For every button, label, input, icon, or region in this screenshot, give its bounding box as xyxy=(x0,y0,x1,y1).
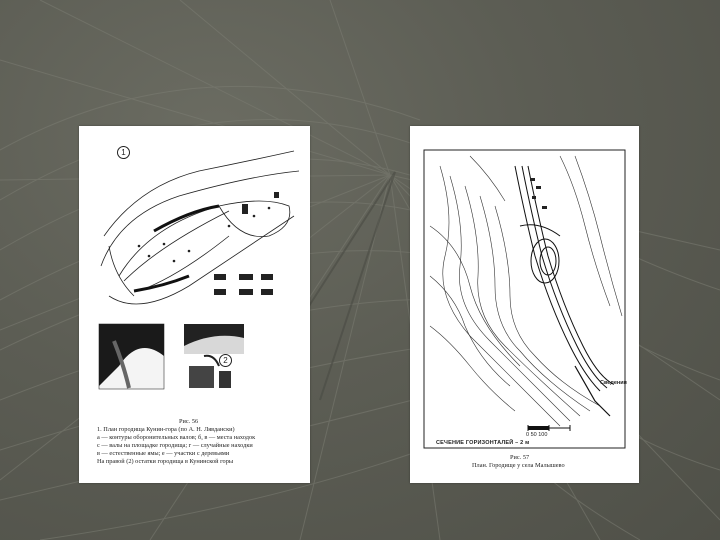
contour-map-drawing xyxy=(410,126,639,483)
left-caption-line: с — валы на площадке городища; г — случайные находки xyxy=(97,442,253,449)
right-fig-number: Рис. 57 xyxy=(510,454,530,461)
photo-marker: 2 xyxy=(219,354,232,367)
right-document-page xyxy=(410,126,639,483)
left-fig-number: Рис. 56 xyxy=(179,418,199,425)
left-caption-line: в — естественные ямы; е — участки с деревьями xyxy=(97,450,230,457)
left-caption-line: 1. План городища Кунин-гора (по А. Н. Лявдански) xyxy=(97,426,235,433)
right-caption: План. Городище у села Малышево xyxy=(472,462,565,469)
map-label-north: Сведения xyxy=(600,380,627,386)
map-section-label: СЕЧЕНИЕ ГОРИЗОНТАЛЕЙ – 2 м xyxy=(436,440,530,446)
plan-marker: 1 xyxy=(117,146,130,159)
left-caption-line: а — контуры оборонительных валов; б, в — места находок xyxy=(97,434,256,441)
map-scale-label: 0 50 100 xyxy=(526,432,548,438)
left-document-page xyxy=(79,126,310,483)
left-caption-line: На правой (2) остатки городища в Кунинской горы xyxy=(97,458,234,465)
